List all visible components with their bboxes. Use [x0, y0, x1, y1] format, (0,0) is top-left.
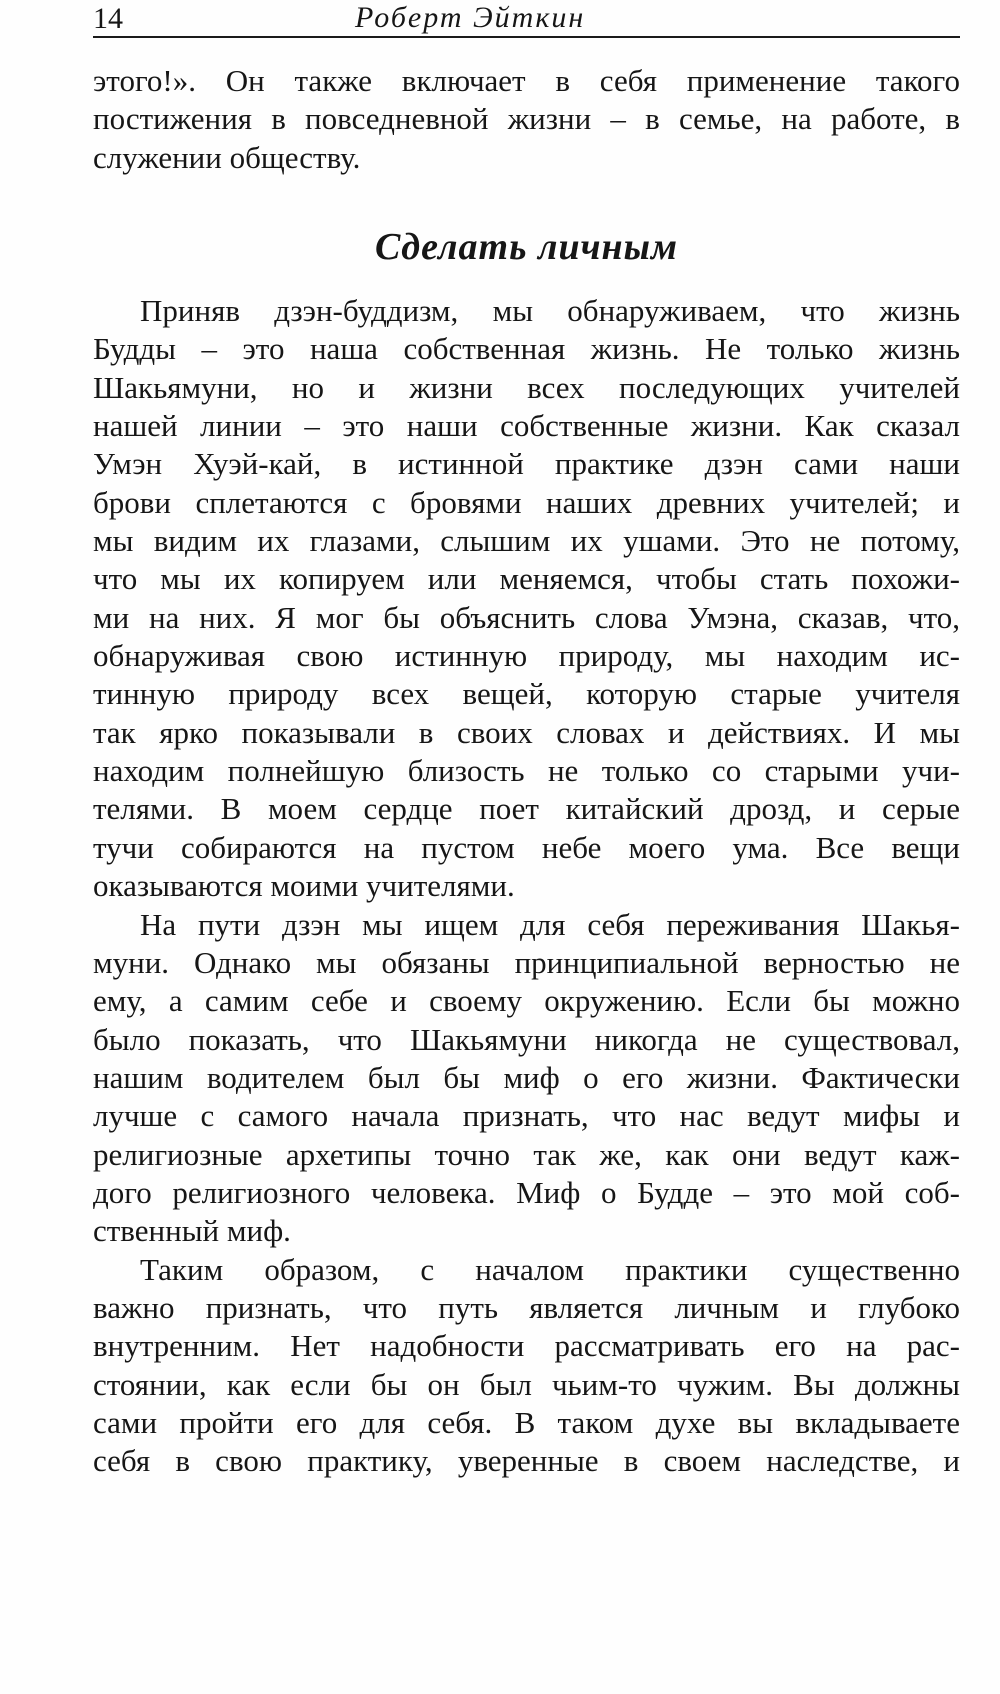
text-line: обнаруживая свою истинную природу, мы находим ис-: [93, 638, 960, 674]
section-body: [93, 292, 960, 1481]
text-line: что мы их копируем или меняемся, чтобы стать похожи-: [93, 561, 960, 597]
paragraph-1: [93, 292, 960, 906]
text-line: стоянии, как если бы он был чьим-то чужим. Вы должны: [93, 1366, 960, 1402]
text-line: Приняв дзэн-буддизм, мы обнаруживаем, что жизнь: [140, 293, 960, 328]
text-line: постижения в повседневной жизни – в семье, на работе, в: [93, 101, 960, 137]
text-line: телями. В моем сердце поет китайский дрозд, и серые: [93, 791, 960, 827]
text-line: религиозные архетипы точно так же, как они ведут каж-: [93, 1136, 960, 1172]
text-line: На пути дзэн мы ищем для себя переживания Шакья-: [140, 906, 960, 942]
text-line: находим полнейшую близость не только со старыми учи-: [93, 753, 960, 789]
paragraph-3: [93, 1251, 960, 1481]
text-line: муни. Однако мы обязаны принципиальной верностью не: [93, 944, 960, 980]
text-line: Умэн Хуэй-кай, в истинной практике дзэн сами наши: [93, 446, 960, 482]
text-line: было показать, что Шакьямуни никогда не существовал,: [93, 1021, 960, 1057]
text-line: сами пройти его для себя. В таком духе вы вкладываете: [93, 1404, 960, 1440]
text-line: лучше с самого начала признать, что нас ведут мифы и: [93, 1098, 960, 1134]
text-line: себя в свою практику, уверенные в своем наследстве, и: [93, 1443, 960, 1479]
paragraph-2: [93, 906, 960, 1251]
text-line: ми на них. Я мог бы объяснить слова Умэна, сказав, что,: [93, 599, 960, 635]
text-line: мы видим их глазами, слышим их ушами. Это не потому,: [93, 523, 960, 559]
author-name: Роберт Эйткин: [355, 1, 586, 34]
text-line: ственный миф.: [93, 1213, 291, 1249]
text-line: этого!». Он также включает в себя применение такого: [93, 63, 960, 98]
section-title: Сделать личным: [374, 226, 679, 268]
text-line: оказываются моими учителями.: [93, 868, 515, 904]
text-line: важно признать, что путь является личным и глубоко: [93, 1289, 960, 1325]
header-rule: [93, 36, 960, 38]
text-line: Таким образом, с началом практики существенно: [140, 1251, 960, 1287]
intro-paragraph: [93, 62, 960, 177]
text-line: так ярко показывали в своих словах и действиях. И мы: [93, 714, 960, 750]
text-line: служении обществу.: [93, 139, 361, 175]
text-line: тучи собираются на пустом небе моего ума. Все вещи: [93, 829, 960, 865]
text-line: брови сплетаются с бровями наших древних учителей; и: [93, 484, 960, 520]
text-line: ему, а самим себе и своему окружению. Если бы можно: [93, 983, 960, 1019]
text-line: нашей линии – это наши собственные жизни. Как сказал: [93, 408, 960, 444]
page-number: 14: [93, 2, 123, 35]
running-header: [93, 0, 960, 40]
text-line: нашим водителем был бы миф о его жизни. Фактически: [93, 1059, 960, 1095]
text-line: тинную природу всех вещей, которую старые учителя: [93, 676, 960, 712]
text-line: Будды – это наша собственная жизнь. Не только жизнь: [93, 331, 960, 367]
text-line: внутренним. Нет надобности рассматривать его на рас-: [93, 1328, 960, 1364]
text-line: дого религиозного человека. Миф о Будде – это мой соб-: [93, 1174, 960, 1210]
text-line: Шакьямуни, но и жизни всех последующих учителей: [93, 369, 960, 405]
